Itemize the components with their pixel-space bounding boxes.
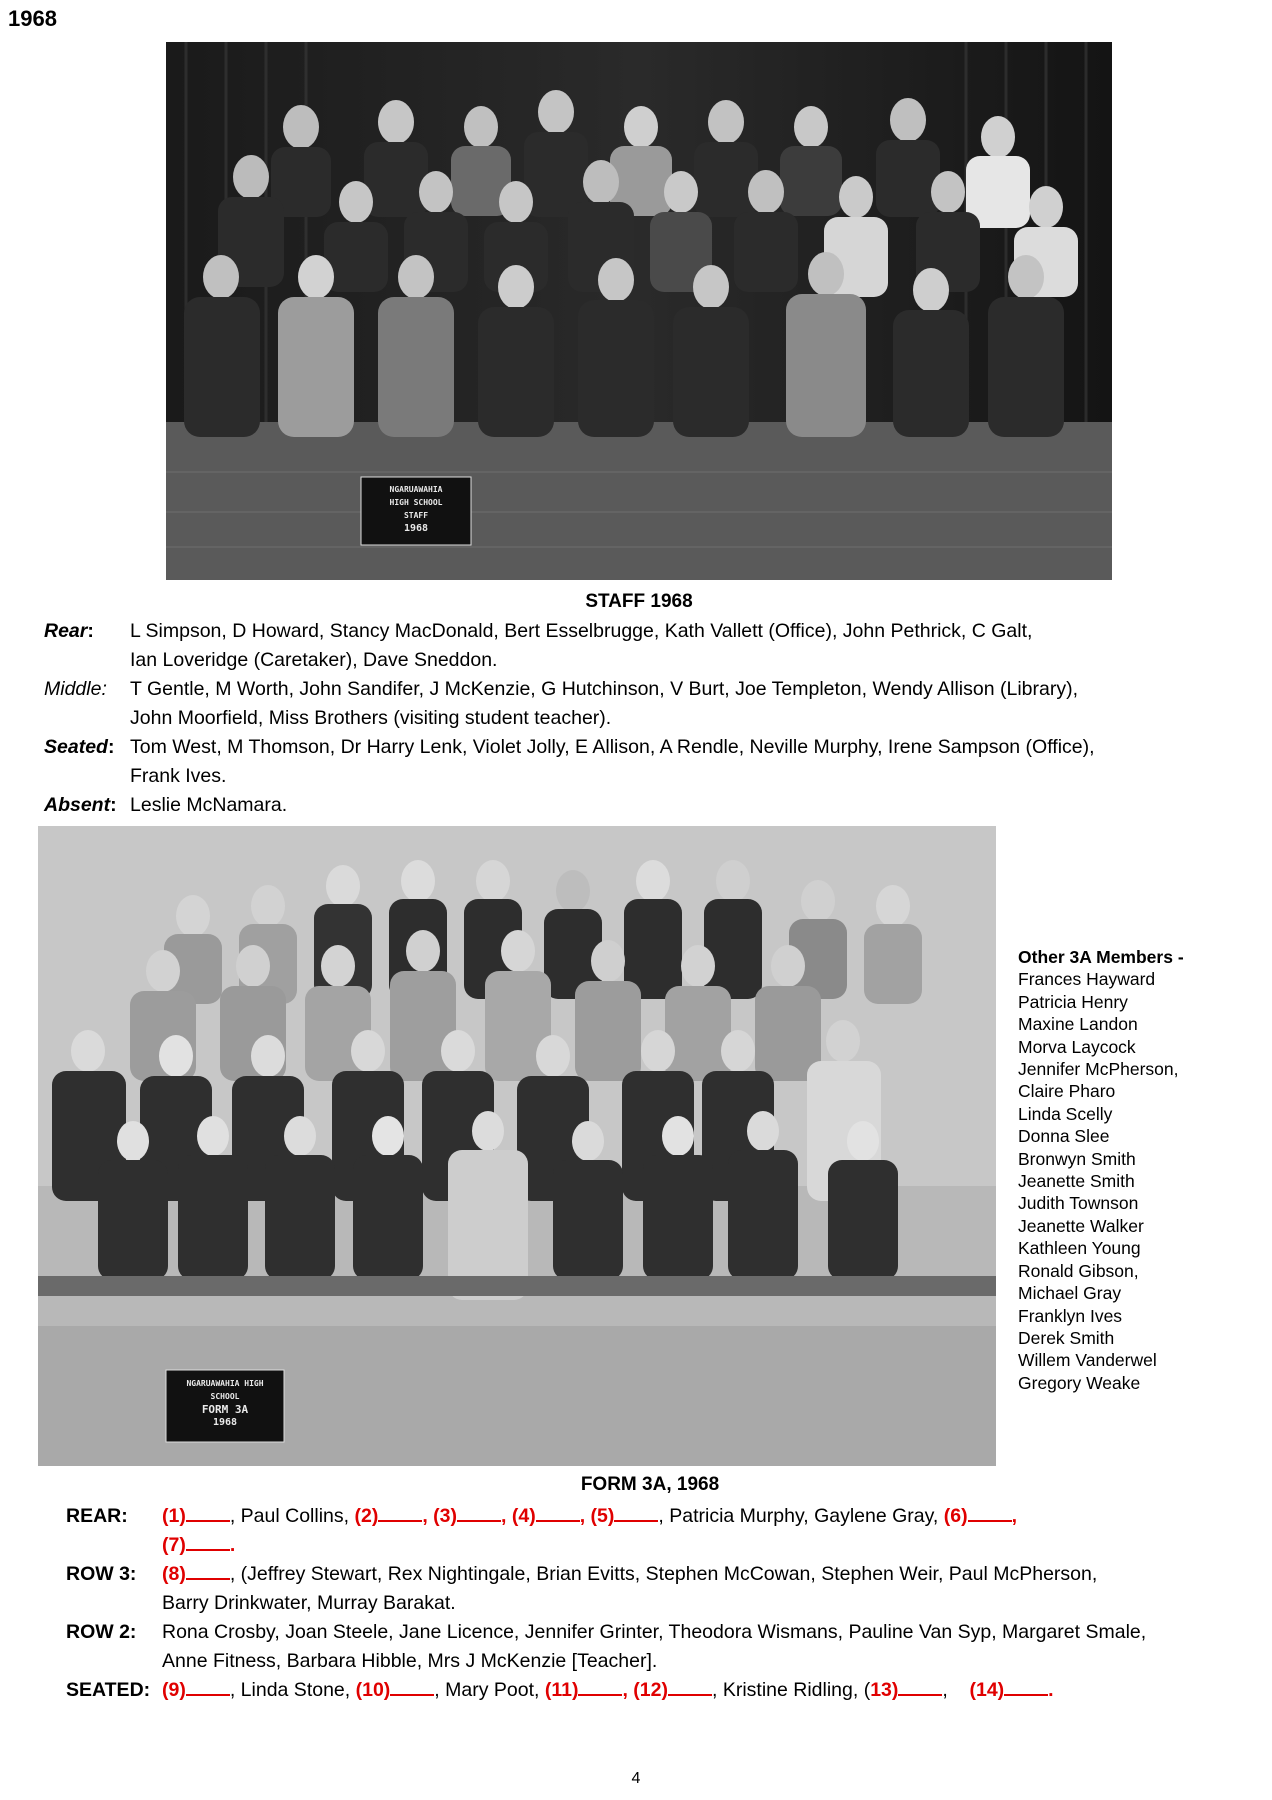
staff-seated-names-cont: Frank Ives. bbox=[130, 765, 227, 787]
staff-absent-names: Leslie McNamara. bbox=[130, 794, 288, 816]
staff-seated-names: Tom West, M Thomson, Dr Harry Lenk, Violet Jolly, E Allison, A Rendle, Neville Murphy, Irene Sampson (Office), bbox=[130, 736, 1095, 758]
other-members-title: Other 3A Members - bbox=[1018, 947, 1184, 967]
staff-caption: STAFF 1968 bbox=[585, 591, 693, 612]
list-item: Jeanette Walker bbox=[1018, 1215, 1144, 1236]
page-year-heading: 1968 bbox=[8, 6, 57, 31]
list-item: Willem Vanderwel bbox=[1018, 1350, 1157, 1371]
form-row2: ROW 2: Rona Crosby, Joan Steele, Jane Licence, Jennifer Grinter, Theodora Wismans, Pauline Van Syp, Margaret Smale, Anne Fitness, Barbara Hibble, Mrs J McKenzie [Teacher]. bbox=[66, 1618, 1226, 1676]
blank-line bbox=[186, 1535, 230, 1551]
placeholder-number: (2) bbox=[354, 1505, 379, 1527]
blank-line bbox=[578, 1680, 622, 1696]
blank-line bbox=[668, 1680, 712, 1696]
form-3a-photo-illustration bbox=[38, 826, 996, 1466]
list-item: Derek Smith bbox=[1018, 1327, 1115, 1348]
list-item: Ronald Gibson, bbox=[1018, 1260, 1139, 1281]
blank-line bbox=[898, 1680, 942, 1696]
placeholder-number: (10) bbox=[355, 1679, 391, 1701]
list-item: Claire Pharo bbox=[1018, 1081, 1116, 1102]
page-number: 4 bbox=[631, 1770, 641, 1787]
staff-middle-row bbox=[44, 675, 1272, 733]
blank-line bbox=[457, 1506, 501, 1522]
placeholder-number: (6) bbox=[943, 1505, 968, 1527]
seated-label: Seated: bbox=[44, 736, 115, 758]
list-item: Kathleen Young bbox=[1018, 1238, 1141, 1259]
list-item: Maxine Landon bbox=[1018, 1014, 1138, 1035]
list-item: Bronwyn Smith bbox=[1018, 1148, 1136, 1169]
middle-label: Middle: bbox=[44, 678, 107, 700]
list-item: Jeanette Smith bbox=[1018, 1171, 1135, 1192]
list-item: Michael Gray bbox=[1018, 1283, 1122, 1304]
staff-rear-names: L Simpson, D Howard, Stancy MacDonald, Bert Esselbrugge, Kath Vallett (Office), John Pethrick, C Galt, bbox=[130, 620, 1033, 642]
staff-middle-names: T Gentle, M Worth, John Sandifer, J McKenzie, G Hutchinson, V Burt, Joe Templeton, Wendy Allison (Library), bbox=[130, 678, 1078, 700]
placeholder-number: 13) bbox=[870, 1679, 899, 1701]
blank-line bbox=[186, 1506, 230, 1522]
list-item: Gregory Weake bbox=[1018, 1372, 1141, 1393]
placeholder-number: (9) bbox=[162, 1679, 186, 1701]
placeholder-number: (11) bbox=[544, 1679, 579, 1701]
placeholder-number: (4) bbox=[511, 1505, 536, 1527]
blank-line bbox=[186, 1564, 230, 1580]
rear-label: Rear: bbox=[44, 620, 94, 642]
placeholder-number: (1) bbox=[162, 1505, 186, 1527]
placeholder-number: (3) bbox=[433, 1505, 458, 1527]
staff-absent-row bbox=[44, 791, 1272, 820]
blank-line bbox=[968, 1506, 1012, 1522]
staff-photo-illustration bbox=[166, 42, 1112, 580]
form-seated-label: SEATED: bbox=[66, 1679, 151, 1701]
placeholder-number: (5) bbox=[590, 1505, 615, 1527]
form-row3: ROW 3: (8) , (Jeffrey Stewart, Rex Nightingale, Brian Evitts, Stephen McCowan, Stephen Weir, Paul McPherson, Barry Drinkwater, Murray Barakat. bbox=[66, 1560, 1226, 1618]
list-item: Morva Laycock bbox=[1018, 1036, 1136, 1057]
list-item: Franklyn Ives bbox=[1018, 1305, 1123, 1326]
blank-line bbox=[186, 1680, 230, 1696]
placeholder-number: (12) bbox=[633, 1679, 668, 1701]
list-item: Frances Hayward bbox=[1018, 969, 1156, 990]
blank-line bbox=[614, 1506, 658, 1522]
blank-line bbox=[1004, 1680, 1048, 1696]
staff-rear-names-cont: Ian Loveridge (Caretaker), Dave Sneddon. bbox=[130, 649, 498, 671]
list-item: Judith Townson bbox=[1018, 1193, 1139, 1214]
staff-seated-row bbox=[44, 733, 1272, 791]
absent-label: Absent: bbox=[44, 794, 117, 816]
placeholder-number: (14) bbox=[969, 1679, 1005, 1701]
form-3a-photo-board: NGARUAWAHIA HIGH SCHOOL FORM 3A 1968 bbox=[186, 1379, 264, 1428]
placeholder-number: (7) bbox=[162, 1534, 186, 1556]
staff-rear-row bbox=[44, 617, 1272, 675]
placeholder-number: (8) bbox=[162, 1563, 186, 1585]
form-3a-photo bbox=[38, 826, 996, 1466]
blank-line bbox=[378, 1506, 422, 1522]
staff-photo bbox=[166, 42, 1112, 580]
form-row3-label: ROW 3: bbox=[66, 1563, 137, 1585]
blank-line bbox=[390, 1680, 434, 1696]
form-rear-row: REAR: (1) , Paul Collins, (2) , (3) , (4) , (5) , Patricia Murphy, Gaylene Gray, (6) , (7) . bbox=[66, 1502, 1226, 1560]
form-row2-label: ROW 2: bbox=[66, 1621, 137, 1643]
list-item: Donna Slee bbox=[1018, 1126, 1110, 1147]
list-item: Jennifer McPherson, bbox=[1018, 1059, 1179, 1080]
staff-photo-board: NGARUAWAHIA HIGH SCHOOL STAFF 1968 bbox=[389, 485, 443, 534]
form-3a-caption: FORM 3A, 1968 bbox=[580, 1474, 720, 1495]
list-item: Patricia Henry bbox=[1018, 991, 1128, 1012]
blank-line bbox=[536, 1506, 580, 1522]
other-members-list bbox=[1018, 946, 1184, 1394]
form-seated-row: SEATED: (9) , Linda Stone, (10) , Mary Poot, (11) , (12) , Kristine Ridling, (13) , (14) . bbox=[66, 1676, 1226, 1705]
list-item: Linda Scelly bbox=[1018, 1103, 1113, 1124]
form-rear-label: REAR: bbox=[66, 1505, 128, 1527]
staff-middle-names-cont: John Moorfield, Miss Brothers (visiting student teacher). bbox=[130, 707, 612, 729]
